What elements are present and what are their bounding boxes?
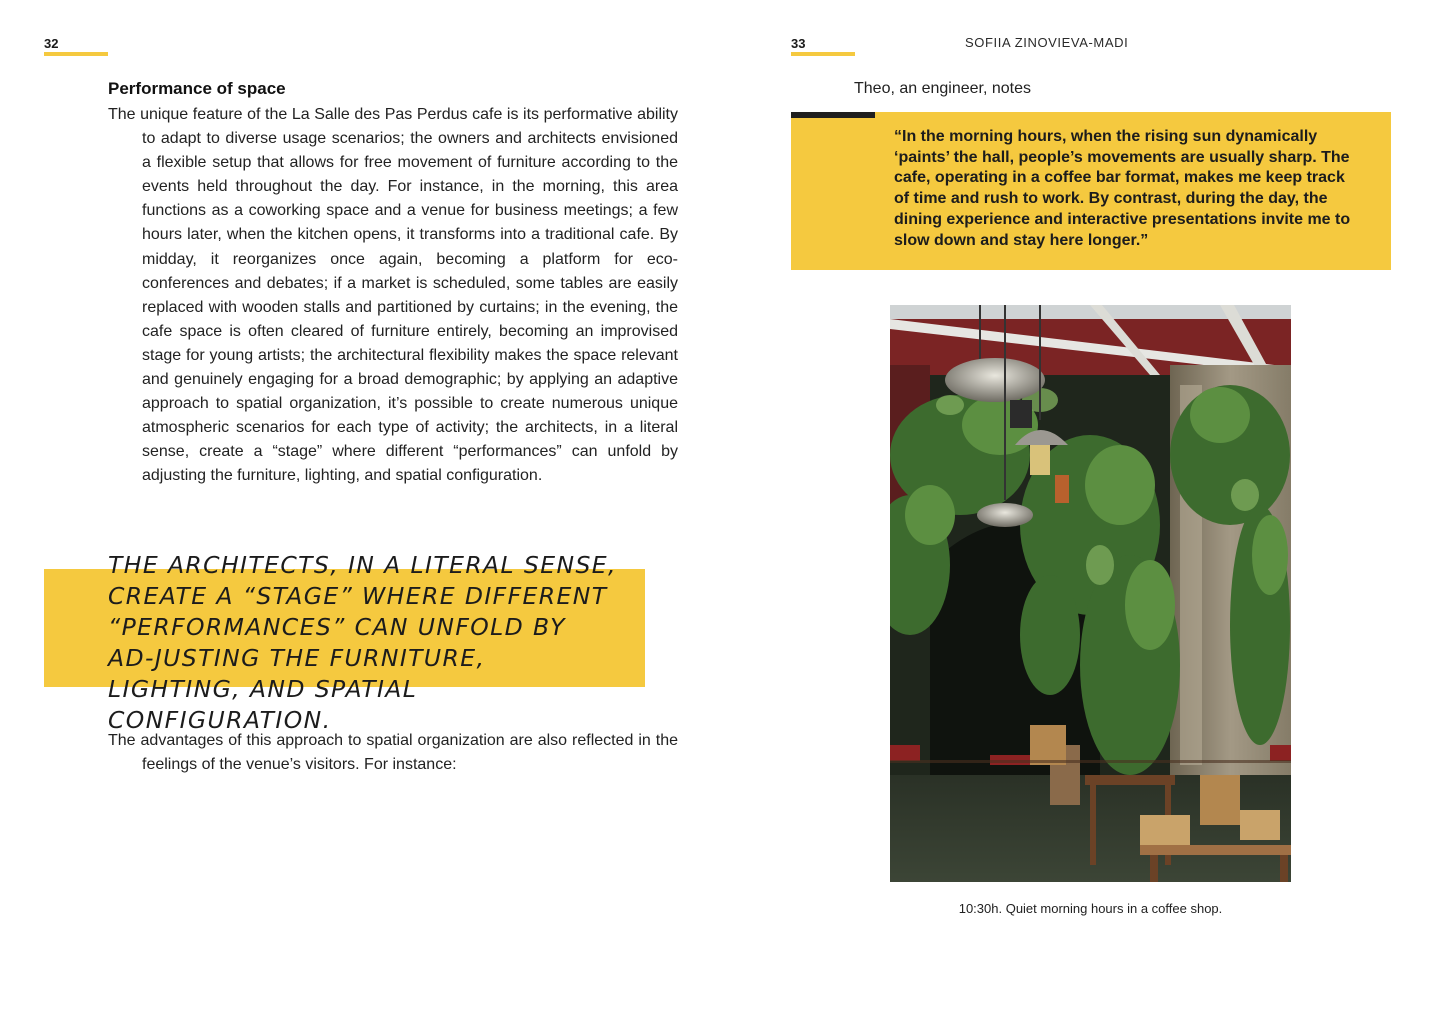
pull-quote: THE ARCHITECTS, IN A LITERAL SENSE, CREATE A “STAGE” WHERE DIFFERENT “PERFORMANCES” CAN UNFOLD BY AD-JUSTING THE FURNITURE, LIGHTING, AND SPATIAL CONFIGURATION. <box>108 551 617 734</box>
running-head-author: SOFIIA ZINOVIEVA-MADI <box>965 35 1129 50</box>
left-page-number: 32 <box>44 36 59 51</box>
visitor-quote: “In the morning hours, when the rising sun dynamically ‘paints’ the hall, people’s movements are usually sharp. The cafe, operating in a coffee bar format, makes me keep track of time and rush to work. By contrast, during the day, the dining experience and interactive presentations invite me to slow down and stay here longer.” <box>894 128 1351 249</box>
body-paragraph-1: The unique feature of the La Salle des Pas Perdus cafe is its performative ability to adapt to diverse usage scenarios; the owners and architects envisioned a flexible setup that allows for free movement of furniture according to the events held throughout the day. For instance, in the morning, this area functions as a coworking space and a venue for business meetings; a few hours later, when the kitchen opens, it transforms into a traditional cafe. By midday, it reorganizes once again, becoming a platform for eco-conferences and debates; if a market is scheduled, some tables are easily replaced with wooden stalls and partitioned by curtains; in the evening, the cafe space is often cleared of furniture entirely, becoming an improvised stage for young artists; the architectural flexibility makes the space relevant and genuinely engaging for a broad demographic; by applying an adaptive approach to spatial organization, it’s possible to create numerous unique atmospheric scenarios for each type of activity; the architects, in a literal sense, create a “stage” where different “performances” can unfold by adjusting the furniture, lighting, and spatial configuration. <box>108 106 678 485</box>
body-paragraph-2: The advantages of this approach to spatial organization are also reflected in the feelings of the venue’s visitors. For instance: <box>108 732 678 774</box>
cafe-photo <box>890 305 1291 882</box>
right-page-number-bar <box>791 52 855 56</box>
right-page-number: 33 <box>791 36 806 51</box>
quote-attribution: Theo, an engineer, notes <box>854 80 1032 97</box>
quote-accent-bar <box>791 112 875 118</box>
photo-caption: 10:30h. Quiet morning hours in a coffee shop. <box>958 901 1223 916</box>
section-title: Performance of space <box>108 79 286 98</box>
left-page-number-bar <box>44 52 108 56</box>
